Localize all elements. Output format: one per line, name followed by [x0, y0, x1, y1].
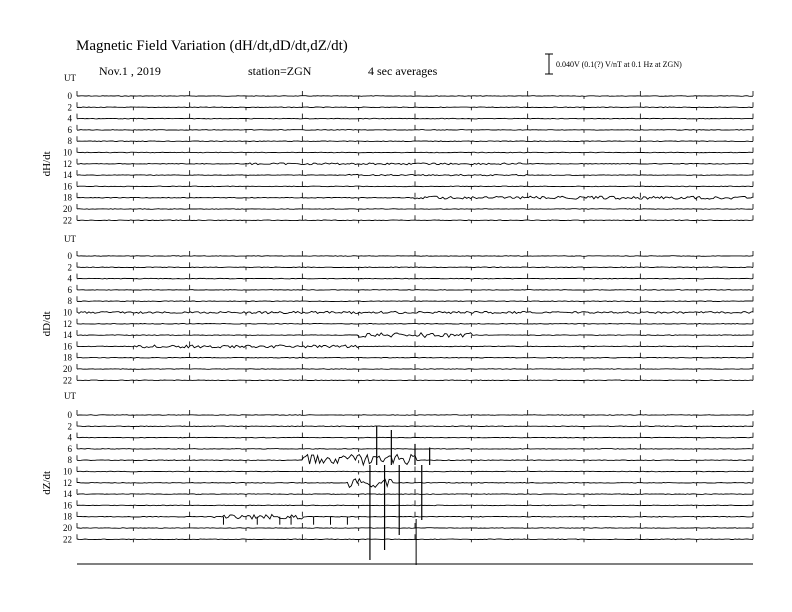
trace-dH-dt-h8 [77, 141, 753, 142]
hour-label-1-22: 22 [63, 215, 72, 226]
hour-label-2-10: 10 [63, 307, 72, 318]
hour-label-1-12: 12 [63, 158, 72, 169]
trace-dH-dt-h0 [77, 96, 753, 97]
trace-dZ-dt-h4 [77, 437, 753, 438]
trace-dZ-dt-h10 [77, 471, 753, 472]
trace-dZ-dt-h22 [77, 539, 753, 540]
trace-dH-dt-h12 [77, 163, 753, 165]
chart-title: Magnetic Field Variation (dH/dt,dD/dt,dZ/dt) [76, 38, 348, 54]
hour-label-3-18: 18 [63, 511, 72, 522]
panel-ylabel-1: dH/dt [41, 151, 53, 177]
hour-label-3-22: 22 [63, 534, 72, 545]
trace-dZ-dt-h2 [77, 426, 753, 427]
trace-dH-dt-h20 [77, 209, 753, 210]
hour-label-3-2: 2 [67, 421, 72, 432]
panel-ylabel-3: dZ/dt [41, 470, 53, 495]
trace-dD-dt-h0 [77, 256, 753, 257]
trace-dD-dt-h2 [77, 267, 753, 268]
hour-label-2-18: 18 [63, 352, 72, 363]
hour-label-2-2: 2 [67, 262, 72, 273]
hour-label-2-12: 12 [63, 318, 72, 329]
hour-label-1-4: 4 [67, 113, 72, 124]
hour-label-3-10: 10 [63, 466, 72, 477]
trace-dD-dt-h12 [77, 324, 753, 325]
ut-label-panel-3: UT [64, 391, 76, 401]
ut-label-panel-2: UT [64, 234, 76, 244]
trace-dH-dt-h2 [77, 107, 753, 108]
date-label: Nov.1 , 2019 [99, 64, 161, 78]
hour-label-1-16: 16 [63, 181, 72, 192]
trace-dH-dt-h22 [77, 220, 753, 221]
trace-dD-dt-h6 [77, 290, 753, 291]
averaging-label: 4 sec averages [368, 64, 438, 78]
hour-label-1-0: 0 [67, 91, 72, 101]
hour-label-3-16: 16 [63, 500, 72, 511]
hour-label-2-22: 22 [63, 375, 72, 386]
hour-label-2-6: 6 [67, 284, 72, 295]
hour-label-1-20: 20 [63, 204, 72, 214]
hour-label-3-14: 14 [63, 489, 72, 500]
hour-label-3-0: 0 [67, 410, 72, 420]
hour-label-1-6: 6 [67, 124, 72, 135]
station-label: station=ZGN [248, 64, 312, 78]
hour-label-3-12: 12 [63, 477, 72, 488]
ut-label-panel-1: UT [64, 73, 76, 83]
trace-dD-dt-h8 [77, 301, 753, 302]
hour-label-3-4: 4 [67, 432, 72, 443]
hour-label-3-6: 6 [67, 443, 72, 454]
trace-dH-dt-h10 [77, 152, 753, 153]
hour-label-2-0: 0 [67, 251, 72, 261]
scale-note: 0.040V (0.1(?) V/nT at 0.1 Hz at ZGN) [556, 60, 682, 69]
trace-dH-dt-h6 [77, 130, 753, 131]
hour-label-2-4: 4 [67, 273, 72, 284]
trace-dD-dt-h22 [77, 380, 753, 381]
hour-label-3-8: 8 [67, 455, 72, 466]
panel-ylabel-2: dD/dt [41, 311, 53, 337]
trace-dZ-dt-h16 [77, 505, 753, 506]
hour-label-2-16: 16 [63, 341, 72, 352]
trace-dH-dt-h16 [77, 186, 753, 187]
hour-label-1-10: 10 [63, 147, 72, 158]
trace-dD-dt-h18 [77, 357, 753, 358]
trace-dD-dt-h4 [77, 278, 753, 279]
trace-dZ-dt-h20 [77, 528, 753, 529]
hour-label-1-2: 2 [67, 102, 72, 113]
hour-label-2-20: 20 [63, 364, 72, 374]
hour-label-1-18: 18 [63, 192, 72, 203]
hour-label-2-8: 8 [67, 296, 72, 307]
hour-label-1-8: 8 [67, 136, 72, 147]
hour-label-2-14: 14 [63, 330, 72, 341]
hour-label-1-14: 14 [63, 170, 72, 181]
hour-label-3-20: 20 [63, 523, 72, 533]
